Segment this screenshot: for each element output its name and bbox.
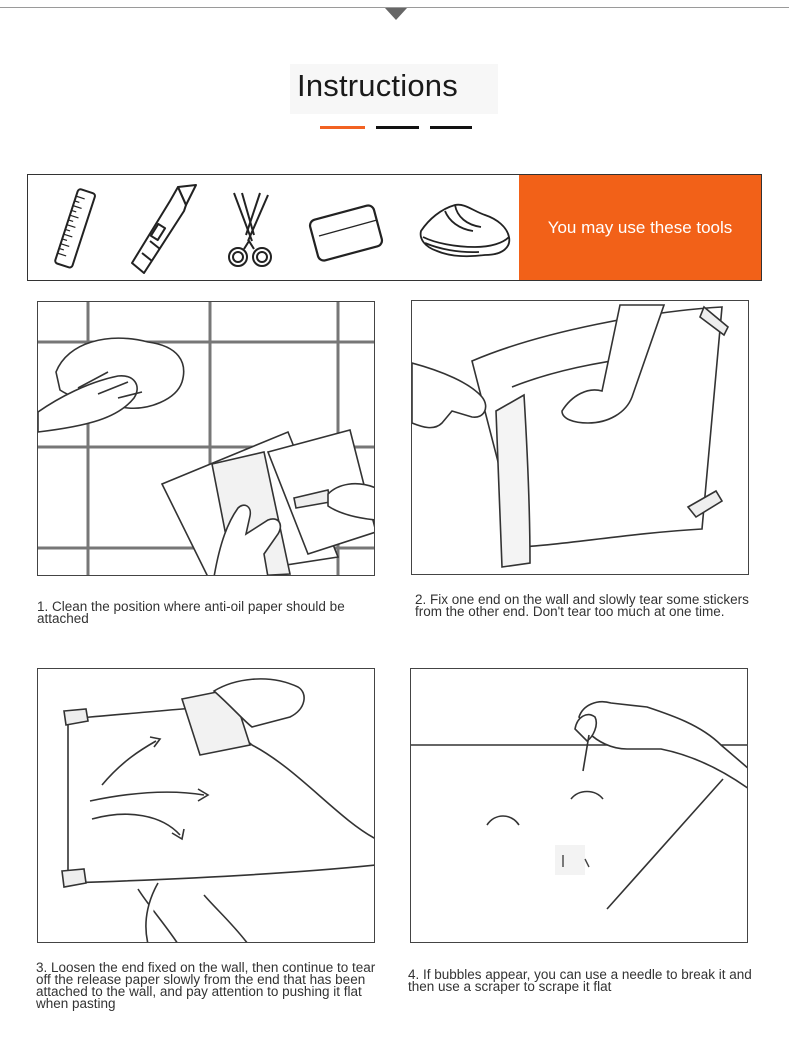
scraper-card-icon: [305, 202, 389, 268]
title-underline-black-2: [430, 126, 472, 129]
title-underline-black-1: [376, 126, 419, 129]
down-arrow-icon: [385, 8, 407, 20]
scissors-icon: [222, 191, 278, 271]
step-2-caption: 2. Fix one end on the wall and slowly tear some stickers from the other end. Don't tear too much at one time.: [415, 592, 749, 619]
utility-knife-icon: [126, 183, 200, 277]
ruler-icon: [48, 186, 106, 272]
title-underline-orange: [320, 126, 365, 129]
step-3-illustration: [37, 668, 375, 943]
step-2-illustration: [411, 300, 749, 575]
step-3-caption: 3. Loosen the end fixed on the wall, then continue to tear off the release paper slowly from the end that has been attached to the wall, and pay attention to pushing it flat when pasting: [36, 960, 376, 1011]
tools-label: You may use these tools: [519, 175, 761, 280]
page-title: Instructions: [297, 68, 458, 103]
step-1-caption: 1. Clean the position where anti-oil paper should be attached: [37, 599, 345, 626]
step-1-illustration: [37, 301, 375, 576]
step-4-caption: 4. If bubbles appear, you can use a needle to break it and then use a scraper to scrape it flat: [408, 967, 752, 994]
step-4-illustration: [410, 668, 748, 943]
cloth-icon: [415, 197, 515, 263]
